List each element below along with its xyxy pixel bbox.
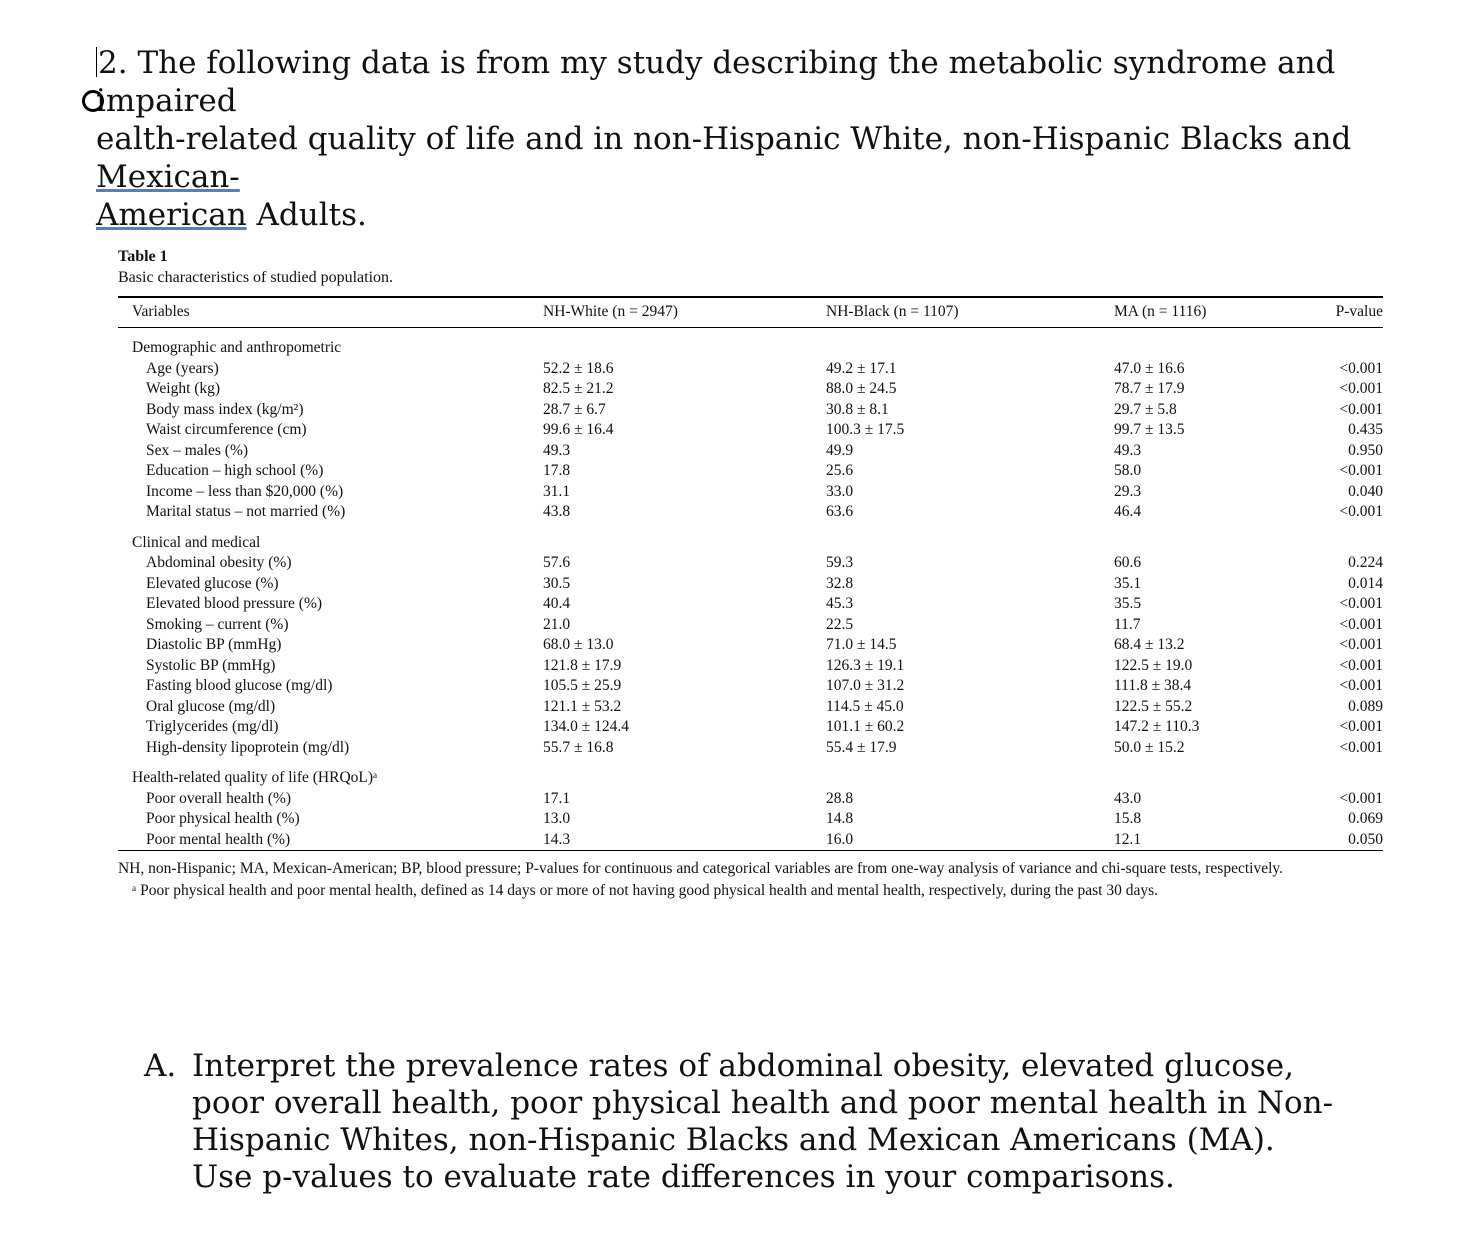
value-cell: 46.4 bbox=[1114, 503, 1142, 520]
american-underlined: American bbox=[96, 197, 247, 233]
row-label: Poor mental health (%) bbox=[146, 830, 291, 848]
value-cell: 47.0 ± 16.6 bbox=[1114, 359, 1185, 377]
p-value-cell: <0.001 bbox=[1339, 718, 1383, 735]
value-cell: 68.0 ± 13.0 bbox=[543, 636, 614, 653]
value-cell: 71.0 ± 14.5 bbox=[826, 636, 897, 653]
value-cell: 28.8 bbox=[826, 789, 854, 807]
table-row bbox=[118, 615, 1383, 636]
section-heading: Demographic and anthropometric bbox=[132, 339, 342, 356]
row-label: Age (years) bbox=[146, 359, 219, 377]
row-label: Income – less than $20,000 (%) bbox=[146, 482, 344, 500]
header-nh-black: NH-Black (n = 1107) bbox=[826, 303, 959, 320]
value-cell: 147.2 ± 110.3 bbox=[1114, 718, 1200, 735]
value-cell: 121.8 ± 17.9 bbox=[543, 656, 622, 674]
question-line-1-text: The following data is from my study describing the metabolic syndrome and impaired bbox=[96, 45, 1336, 119]
p-value-cell: <0.001 bbox=[1339, 380, 1383, 397]
header-nh-white: NH-White (n = 2947) bbox=[543, 303, 678, 320]
circle-icon bbox=[82, 90, 104, 112]
table-row bbox=[118, 594, 1383, 615]
value-cell: 32.8 bbox=[826, 574, 854, 592]
table-row bbox=[118, 789, 1383, 810]
question-number: 2. bbox=[98, 45, 128, 81]
table-row bbox=[118, 738, 1383, 759]
part-a bbox=[144, 1048, 1344, 1196]
row-label: Elevated glucose (%) bbox=[146, 574, 279, 592]
value-cell: 55.4 ± 17.9 bbox=[826, 738, 897, 756]
p-value-cell: 0.950 bbox=[1348, 441, 1383, 459]
p-value-cell: <0.001 bbox=[1339, 738, 1383, 756]
value-cell: 28.7 ± 6.7 bbox=[543, 400, 606, 418]
p-value-cell: 0.435 bbox=[1348, 421, 1383, 438]
value-cell: 43.0 bbox=[1114, 789, 1142, 807]
p-value-cell: <0.001 bbox=[1339, 400, 1383, 418]
section-row bbox=[118, 328, 1383, 359]
value-cell: 14.3 bbox=[543, 830, 571, 848]
value-cell: 58.0 bbox=[1114, 462, 1142, 479]
value-cell: 50.0 ± 15.2 bbox=[1114, 738, 1185, 756]
row-label: Elevated blood pressure (%) bbox=[146, 595, 323, 612]
value-cell: 60.6 bbox=[1114, 554, 1142, 571]
table-row bbox=[118, 359, 1383, 380]
value-cell: 31.1 bbox=[543, 482, 571, 500]
p-value-cell: <0.001 bbox=[1339, 636, 1383, 653]
row-label: High-density lipoprotein (mg/dl) bbox=[146, 738, 350, 756]
question-line-2 bbox=[96, 120, 1396, 196]
value-cell: 45.3 bbox=[826, 595, 854, 612]
table-row bbox=[118, 830, 1383, 851]
value-cell: 40.4 bbox=[543, 595, 571, 612]
p-value-cell: <0.001 bbox=[1339, 595, 1383, 612]
value-cell: 105.5 ± 25.9 bbox=[543, 677, 622, 694]
table-row bbox=[118, 676, 1383, 697]
row-label: Poor overall health (%) bbox=[146, 789, 292, 807]
row-label: Education – high school (%) bbox=[146, 462, 324, 479]
row-label: Smoking – current (%) bbox=[146, 615, 289, 633]
value-cell: 68.4 ± 13.2 bbox=[1114, 636, 1185, 653]
value-cell: 82.5 ± 21.2 bbox=[543, 380, 614, 397]
value-cell: 88.0 ± 24.5 bbox=[826, 380, 897, 397]
footnote-text: Poor physical health and poor mental health, defined as 14 days or more of not having good physical health and mental health, respectively, during the past 30 days. bbox=[140, 882, 1158, 899]
header-variables: Variables bbox=[132, 303, 190, 320]
table-row bbox=[118, 441, 1383, 462]
table-figure bbox=[118, 248, 1383, 901]
value-cell: 63.6 bbox=[826, 503, 854, 520]
table-caption: Basic characteristics of studied population. bbox=[118, 269, 394, 286]
row-label: Poor physical health (%) bbox=[146, 810, 300, 827]
value-cell: 35.5 bbox=[1114, 595, 1142, 612]
value-cell: 49.2 ± 17.1 bbox=[826, 359, 897, 377]
value-cell: 134.0 ± 124.4 bbox=[543, 718, 630, 735]
p-value-cell: 0.014 bbox=[1348, 574, 1383, 592]
header-p-value: P-value bbox=[1335, 303, 1383, 320]
part-a-text: Interpret the prevalence rates of abdominal obesity, elevated glucose, poor overall health, poor physical health and poor mental health in Non-Hispanic Whites, non-Hispanic Blacks and Mexican Americans (MA). Use p-values to evaluate rate differences in your comparisons. bbox=[192, 1048, 1334, 1195]
row-label: Fasting blood glucose (mg/dl) bbox=[146, 677, 333, 694]
table-body bbox=[118, 328, 1383, 851]
value-cell: 29.3 bbox=[1114, 482, 1142, 500]
row-label: Abdominal obesity (%) bbox=[146, 554, 292, 571]
part-a-label: A. bbox=[144, 1048, 177, 1084]
value-cell: 29.7 ± 5.8 bbox=[1114, 400, 1177, 418]
p-value-cell: <0.001 bbox=[1339, 677, 1383, 694]
text-cursor bbox=[96, 47, 97, 77]
value-cell: 25.6 bbox=[826, 462, 854, 479]
value-cell: 52.2 ± 18.6 bbox=[543, 359, 614, 377]
table-row bbox=[118, 482, 1383, 503]
value-cell: 49.9 bbox=[826, 441, 854, 459]
question-text bbox=[96, 44, 1396, 234]
table-row bbox=[118, 635, 1383, 656]
value-cell: 55.7 ± 16.8 bbox=[543, 738, 614, 756]
p-value-cell: <0.001 bbox=[1339, 462, 1383, 479]
table-row bbox=[118, 502, 1383, 523]
table-row bbox=[118, 400, 1383, 421]
p-value-cell: <0.001 bbox=[1339, 359, 1383, 377]
value-cell: 30.5 bbox=[543, 574, 571, 592]
table-row bbox=[118, 656, 1383, 677]
p-value-cell: 0.050 bbox=[1348, 830, 1383, 848]
value-cell: 22.5 bbox=[826, 615, 854, 633]
p-value-cell: 0.224 bbox=[1348, 554, 1383, 571]
row-label: Body mass index (kg/m²) bbox=[146, 400, 304, 418]
row-label: Triglycerides (mg/dl) bbox=[146, 718, 279, 735]
section-heading: Health-related quality of life (HRQoL)ᵃ bbox=[132, 769, 378, 786]
value-cell: 43.8 bbox=[543, 503, 571, 520]
value-cell: 122.5 ± 19.0 bbox=[1114, 656, 1193, 674]
p-value-cell: 0.040 bbox=[1348, 482, 1383, 500]
row-label: Diastolic BP (mmHg) bbox=[146, 636, 282, 653]
question-line-1 bbox=[96, 44, 1396, 120]
value-cell: 33.0 bbox=[826, 482, 854, 500]
mexican-underlined: Mexican- bbox=[96, 159, 240, 195]
row-label: Oral glucose (mg/dl) bbox=[146, 697, 276, 715]
table-row bbox=[118, 574, 1383, 595]
value-cell: 107.0 ± 31.2 bbox=[826, 677, 905, 694]
question-line-3 bbox=[96, 196, 1396, 234]
p-value-cell: <0.001 bbox=[1339, 789, 1383, 807]
question-line-2-text: ealth-related quality of life and in non-Hispanic White, non-Hispanic Blacks and bbox=[96, 121, 1352, 157]
value-cell: 12.1 bbox=[1114, 830, 1142, 848]
table-note: NH, non-Hispanic; MA, Mexican-American; BP, blood pressure; P-values for continuous and categorical variables are from one-way analysis of variance and chi-square tests, respectively. bbox=[118, 860, 1283, 877]
question-line-3-text: Adults. bbox=[256, 197, 367, 233]
value-cell: 114.5 ± 45.0 bbox=[826, 697, 904, 715]
table-row bbox=[118, 379, 1383, 400]
value-cell: 21.0 bbox=[543, 615, 571, 633]
section-row bbox=[118, 758, 1383, 789]
value-cell: 99.6 ± 16.4 bbox=[543, 421, 614, 438]
value-cell: 15.8 bbox=[1114, 810, 1142, 827]
value-cell: 14.8 bbox=[826, 810, 854, 827]
row-label: Waist circumference (cm) bbox=[146, 421, 307, 438]
table-footnote bbox=[118, 881, 1383, 901]
row-label: Marital status – not married (%) bbox=[146, 503, 346, 520]
table-header-row bbox=[118, 297, 1383, 328]
value-cell: 35.1 bbox=[1114, 574, 1142, 592]
table-row bbox=[118, 420, 1383, 441]
footnote-marker: ᵃ bbox=[132, 882, 137, 899]
value-cell: 101.1 ± 60.2 bbox=[826, 718, 905, 735]
p-value-cell: 0.089 bbox=[1348, 697, 1383, 715]
p-value-cell: <0.001 bbox=[1339, 503, 1383, 520]
value-cell: 100.3 ± 17.5 bbox=[826, 421, 905, 438]
table-row bbox=[118, 809, 1383, 830]
value-cell: 99.7 ± 13.5 bbox=[1114, 421, 1185, 438]
section-row bbox=[118, 523, 1383, 554]
table-notes bbox=[118, 859, 1383, 901]
value-cell: 17.8 bbox=[543, 462, 571, 479]
row-label: Sex – males (%) bbox=[146, 441, 249, 459]
table-title: Table 1 bbox=[118, 248, 168, 265]
value-cell: 30.8 ± 8.1 bbox=[826, 400, 889, 418]
row-label: Systolic BP (mmHg) bbox=[146, 656, 276, 674]
characteristics-table bbox=[118, 296, 1383, 851]
row-label: Weight (kg) bbox=[146, 380, 221, 397]
table-row bbox=[118, 717, 1383, 738]
table-row bbox=[118, 697, 1383, 718]
value-cell: 17.1 bbox=[543, 789, 571, 807]
value-cell: 59.3 bbox=[826, 554, 854, 571]
header-ma: MA (n = 1116) bbox=[1114, 303, 1207, 320]
value-cell: 57.6 bbox=[543, 554, 571, 571]
value-cell: 78.7 ± 17.9 bbox=[1114, 380, 1185, 397]
table-row bbox=[118, 553, 1383, 574]
value-cell: 121.1 ± 53.2 bbox=[543, 697, 622, 715]
value-cell: 122.5 ± 55.2 bbox=[1114, 697, 1193, 715]
value-cell: 111.8 ± 38.4 bbox=[1114, 677, 1192, 694]
value-cell: 16.0 bbox=[826, 830, 854, 848]
section-heading: Clinical and medical bbox=[132, 533, 261, 551]
p-value-cell: 0.069 bbox=[1348, 810, 1383, 827]
value-cell: 11.7 bbox=[1114, 615, 1141, 633]
value-cell: 49.3 bbox=[543, 441, 571, 459]
value-cell: 13.0 bbox=[543, 810, 571, 827]
p-value-cell: <0.001 bbox=[1339, 615, 1383, 633]
value-cell: 49.3 bbox=[1114, 441, 1142, 459]
table-row bbox=[118, 461, 1383, 482]
value-cell: 126.3 ± 19.1 bbox=[826, 656, 905, 674]
p-value-cell: <0.001 bbox=[1339, 656, 1383, 674]
